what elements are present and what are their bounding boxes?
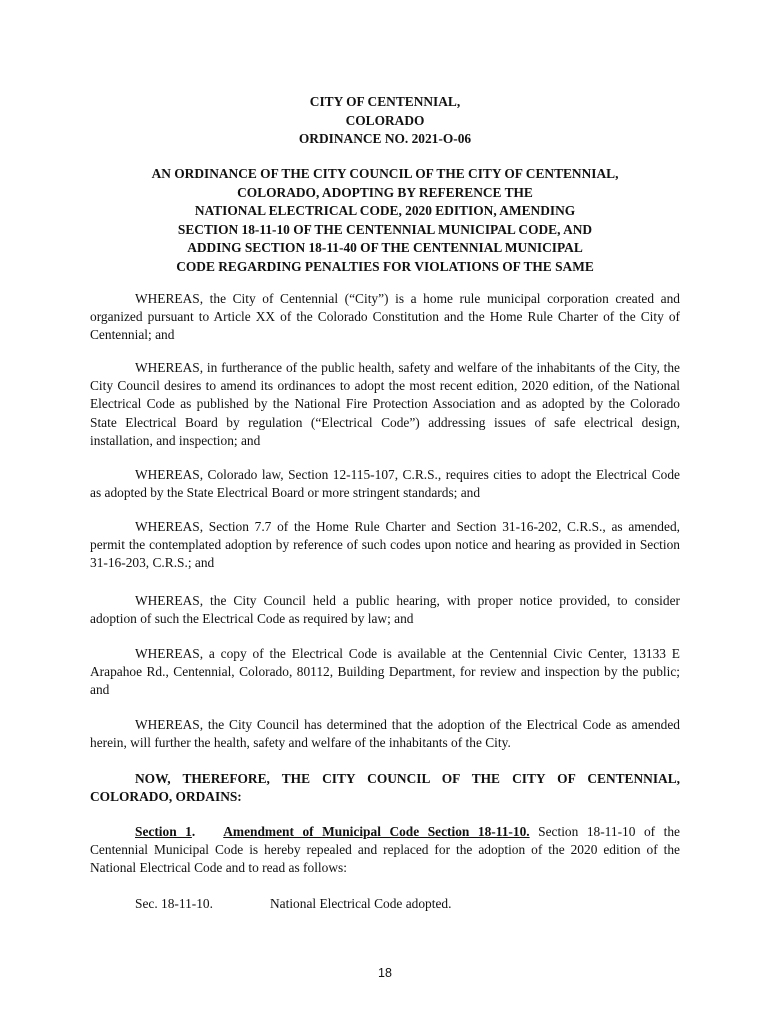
section-1-body: Section 18-11-10 of the Centennial Municipal Code is hereby repealed and replaced for the adoption of the 2020 edition of the National Electrical Code and to read as follows: (90, 824, 680, 876)
section-1-heading: Amendment of Municipal Code Section 18-11-10. (223, 824, 530, 839)
code-section-title: National Electrical Code adopted. (270, 896, 452, 911)
page-number: 18 (378, 966, 392, 980)
title-line: SECTION 18-11-10 OF THE CENTENNIAL MUNICIPAL CODE, AND (177, 221, 593, 237)
whereas-paragraph: WHEREAS, Colorado law, Section 12-115-107, C.R.S., requires cities to adopt the Electrical Code as adopted by the State Electrical Board or more stringent standards; and (90, 467, 680, 501)
title-line: CODE REGARDING PENALTIES FOR VIOLATIONS OF THE SAME (176, 258, 594, 274)
section-1-dot: . (191, 824, 196, 839)
header-state: COLORADO (345, 112, 425, 128)
whereas-paragraph: WHEREAS, Section 7.7 of the Home Rule Charter and Section 31-16-202, C.R.S., as amended, permit the contemplated adoption by reference of such codes upon notice and hearing as provided in Section 31-16-203, C.R.S.; and (90, 519, 680, 571)
header-ordinance-number: ORDINANCE NO. 2021-O-06 (298, 131, 472, 146)
header-city: CITY OF CENTENNIAL, (309, 94, 461, 109)
ordains-clause: NOW, THEREFORE, THE CITY COUNCIL OF THE CITY OF CENTENNIAL, COLORADO, ORDAINS: (90, 771, 680, 805)
ordinance-title (0, 165, 770, 276)
title-line: COLORADO, ADOPTING BY REFERENCE THE (237, 184, 533, 200)
section-1-paragraph (90, 823, 680, 878)
whereas-paragraph: WHEREAS, the City Council held a public hearing, with proper notice provided, to consider adoption of such the Electrical Code as required by law; and (90, 593, 680, 627)
title-line: AN ORDINANCE OF THE CITY COUNCIL OF THE CITY OF CENTENNIAL, (151, 166, 619, 181)
section-1-label: Section 1 (135, 824, 192, 839)
title-line: ADDING SECTION 18-11-40 OF THE CENTENNIAL MUNICIPAL (187, 240, 583, 255)
code-section-number: Sec. 18-11-10. (135, 896, 213, 911)
code-section-line (135, 895, 451, 913)
whereas-paragraph: WHEREAS, a copy of the Electrical Code is available at the Centennial Civic Center, 13133 E Arapahoe Rd., Centennial, Colorado, 80112, Building Department, for review and inspection by the public; and (90, 646, 680, 698)
whereas-paragraph: WHEREAS, the City Council has determined that the adoption of the Electrical Code as amended herein, will further the health, safety and welfare of the inhabitants of the City. (90, 717, 680, 751)
whereas-paragraph: WHEREAS, in furtherance of the public health, safety and welfare of the inhabitants of the City, the City Council desires to amend its ordinances to adopt the most recent edition, 2020 edition, of the National Electrical Code as published by the National Fire Protection Association and as adopted by the Colorado State Electrical Board by regulation (“Electrical Code”) addressing issues of safe electrical design, installation, and inspection; and (90, 360, 680, 448)
ordinance-header (0, 93, 770, 149)
title-line: NATIONAL ELECTRICAL CODE, 2020 EDITION, AMENDING (194, 203, 576, 218)
whereas-paragraph: WHEREAS, the City of Centennial (“City”) is a home rule municipal corporation created and organized pursuant to Article XX of the Colorado Constitution and the Home Rule Charter of the City of Centennial; and (90, 291, 680, 343)
